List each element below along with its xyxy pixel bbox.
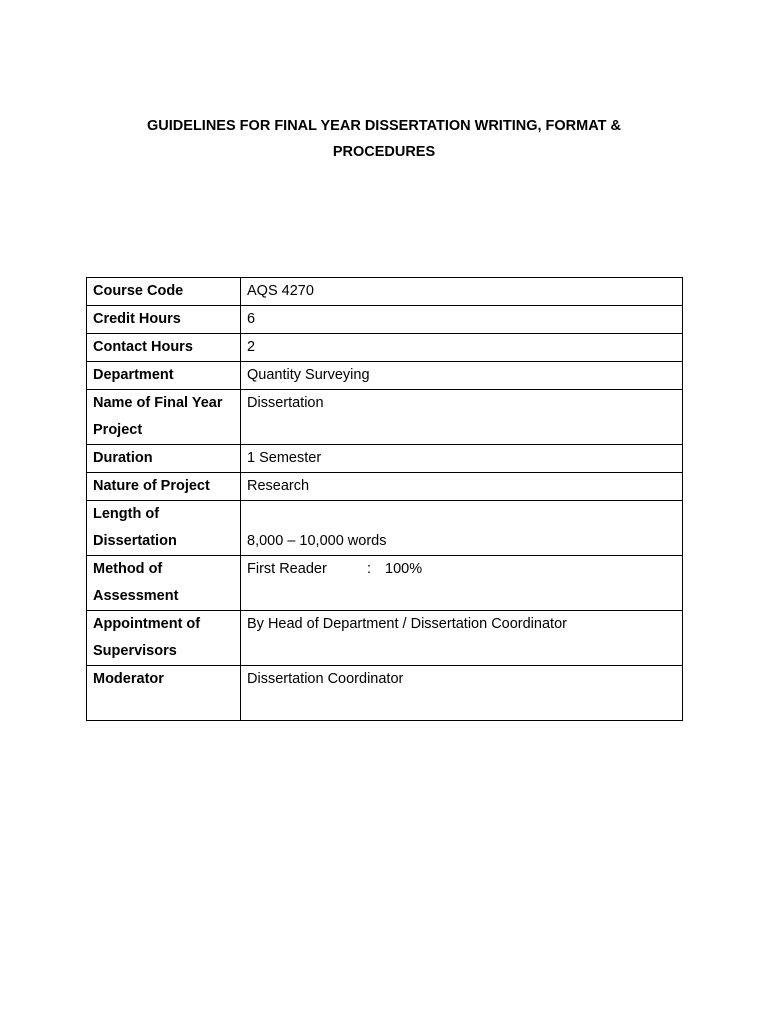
row-label: Course Code	[87, 278, 241, 306]
row-label: Name of Final Year Project	[87, 390, 241, 445]
table-row	[87, 473, 683, 501]
table-row	[87, 501, 683, 556]
row-label: Method of Assessment	[87, 556, 241, 611]
title-line-2: PROCEDURES	[332, 144, 436, 160]
row-label: Appointment of Supervisors	[87, 611, 241, 666]
row-label: Length of Dissertation	[87, 501, 241, 556]
document-title	[0, 113, 768, 165]
row-label: Credit Hours	[87, 306, 241, 334]
row-value: Quantity Surveying	[241, 362, 683, 390]
length-value: 8,000 – 10,000 words	[247, 533, 387, 549]
row-value: 1 Semester	[241, 445, 683, 473]
row-value	[241, 501, 683, 556]
table-row	[87, 334, 683, 362]
row-value: 6	[241, 306, 683, 334]
row-label: Duration	[87, 445, 241, 473]
table-row	[87, 611, 683, 666]
row-label: Nature of Project	[87, 473, 241, 501]
row-label: Moderator	[87, 666, 241, 721]
table-row	[87, 362, 683, 390]
table-row	[87, 556, 683, 611]
assessment-reader: First Reader	[247, 561, 327, 577]
course-info-table	[86, 277, 683, 721]
row-label: Contact Hours	[87, 334, 241, 362]
table-row	[87, 445, 683, 473]
row-value: Dissertation Coordinator	[241, 666, 683, 721]
row-value: By Head of Department / Dissertation Coordinator	[241, 611, 683, 666]
row-value	[241, 556, 683, 611]
row-value: 2	[241, 334, 683, 362]
row-label: Department	[87, 362, 241, 390]
table-row	[87, 666, 683, 721]
table-row	[87, 390, 683, 445]
assessment-percentage: 100%	[385, 561, 423, 577]
table-row	[87, 306, 683, 334]
table-row	[87, 278, 683, 306]
row-value: Research	[241, 473, 683, 501]
assessment-separator: :	[367, 561, 372, 577]
row-value: Dissertation	[241, 390, 683, 445]
row-value: AQS 4270	[241, 278, 683, 306]
title-line-1: GUIDELINES FOR FINAL YEAR DISSERTATION WRITING, FORMAT &	[147, 118, 621, 134]
